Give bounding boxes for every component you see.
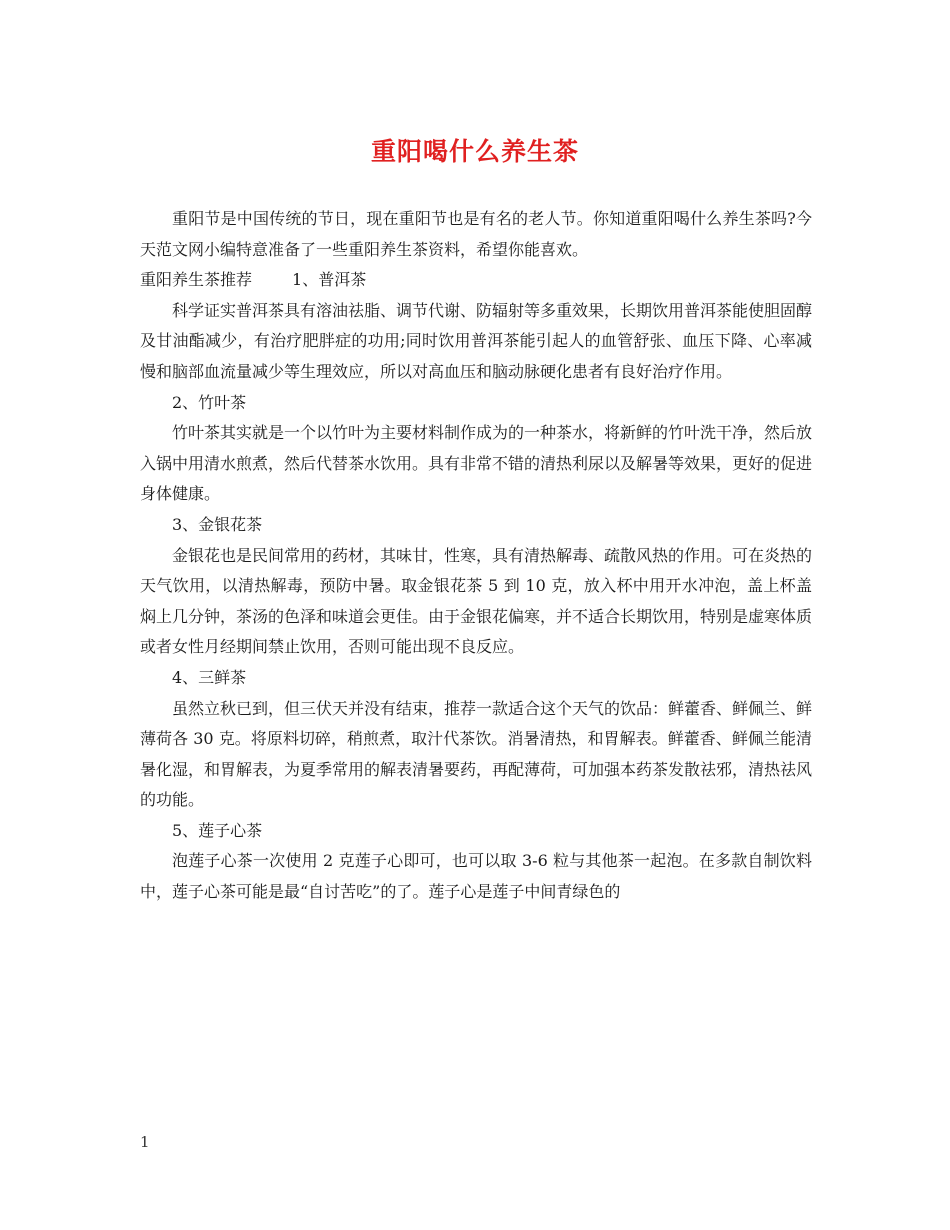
document-body — [140, 204, 812, 908]
section-body-4: 虽然立秋已到，但三伏天并没有结束，推荐一款适合这个天气的饮品：鲜藿香、鲜佩兰、鲜薄荷各 30 克。将原料切碎，稍煎煮，取汁代茶饮。消暑清热，和胃解表。鲜藿香、鲜佩兰能清暑化湿，和胃解表，为夏季常用的解表清暑要药，再配薄荷，可加强本药茶发散祛邪，清热祛风的功能。 — [140, 698, 813, 810]
section-body-5: 泡莲子心茶一次使用 2 克莲子心即可，也可以取 3-6 粒与其他茶一起泡。在多款自制饮料中，莲子心茶可能是最“自讨苦吃”的了。莲子心是莲子中间青绿色的 — [140, 851, 812, 902]
section-heading-4: 4、三鲜茶 — [172, 667, 247, 687]
section-body-3: 金银花也是民间常用的药材，其味甘，性寒，具有清热解毒、疏散风热的作用。可在炎热的天气饮用，以清热解毒，预防中暑。取金银花茶 5 到 10 克，放入杯中用开水冲泡，盖上杯盖焖上几分钟，茶汤的色泽和味道会更佳。由于金银花偏寒，并不适合长期饮用，特别是虚寒体质或者女性月经期间禁止饮用，否则可能出现不良反应。 — [140, 545, 813, 657]
section-heading-2: 2、竹叶茶 — [172, 392, 247, 412]
section-heading-5: 5、莲子心茶 — [172, 820, 263, 840]
section-body-1: 科学证实普洱茶具有溶油祛脂、调节代谢、防辐射等多重效果，长期饮用普洱茶能使胆固醇及甘油酯减少，有治疗肥胖症的功用;同时饮用普洱茶能引起人的血管舒张、血压下降、心率减慢和脑部血流量减少等生理效应，所以对高血压和脑动脉硬化患者有良好治疗作用。 — [140, 300, 813, 381]
section-heading-1: 1、普洱茶 — [292, 270, 367, 290]
section-label-line — [140, 265, 812, 296]
page-number: 1 — [140, 1133, 150, 1151]
section-heading-3: 3、金银花茶 — [172, 514, 263, 534]
page-title: 重阳喝什么养生茶 — [370, 137, 579, 166]
intro-paragraph: 重阳节是中国传统的节日，现在重阳节也是有名的老人节。你知道重阳喝什么养生茶吗?今天范文网小编特意准备了一些重阳养生茶资料，希望你能喜欢。 — [140, 209, 812, 259]
section-body-2: 竹叶茶其实就是一个以竹叶为主要材料制作成为的一种茶水，将新鲜的竹叶洗干净，然后放入锅中用清水煎煮，然后代替茶水饮用。具有非常不错的清热利尿以及解暑等效果，更好的促进身体健康。 — [140, 423, 813, 504]
section-label: 重阳养生茶推荐 — [140, 270, 253, 290]
